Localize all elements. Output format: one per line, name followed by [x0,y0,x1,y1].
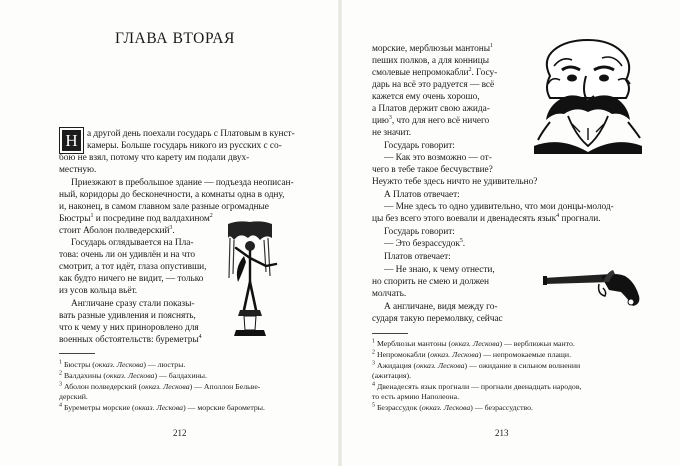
drop-cap-letter: Н [65,131,78,150]
footnote: дерский. [59,392,88,401]
text-line: Англичане сразу стали показы- [71,299,195,309]
text-line: как будто ничего не видит, — только [59,274,204,284]
text-line: смолевые непромокабли$^2$. Госу- [372,66,498,78]
text-line: пеших полков, а для конницы [372,56,489,66]
flintlock-pistol-illustration [541,264,641,310]
text-line: вать разные удивления и пояснять, [59,311,196,321]
text-line: Государь оглядывается на Пла- [71,238,194,248]
text-line: стоит Аболон полведерский$^3$. [59,224,175,236]
footnote-rule [59,353,95,354]
text-line: военных обстоятельств: буреметры$^4$ [59,333,202,345]
footnote-rule [372,333,408,334]
text-line: Платов отвечает: [384,252,451,262]
text-line: — Мне здесь то одно удивительно, что мои донцы-молод- [384,202,614,212]
text-line: това: очень ли он удивлён и на что [59,250,196,260]
text-line: — Не знаю, к чему отнести, [384,265,495,275]
text-line: а другой день поехали государь с Платовым в кунст- [87,129,295,139]
footnote: $^4$ Двенадесять язык прогнали — прогнали двенадцать народов, [372,381,582,391]
text-line: Приезжают в пребольшое здание — подъезда неописан- [71,178,294,188]
chapter-title: ГЛАВА ВТОРАЯ [115,30,235,47]
footnote: $^5$ Безрассудок (окказ. Лескова) — безрассудство. [372,402,533,412]
text-line: Государь говорит: [384,141,455,151]
text-line: цы без всего этого воевали и двенадесять язык$^4$ прогнали. [372,212,601,224]
page-number: 213 [495,428,509,438]
text-line: А Платов отвечает: [384,190,460,200]
text-line: смотрит, а тот идёт, глаза опустивши, [59,262,207,272]
footnote: $^1$ Мерблюзьи мантоны (окказ. Лескова) — верблюжьи манто. [372,338,575,348]
footnote: $^1$ Бюстры (окказ. Лескова) — люстры. [59,359,186,369]
text-line: ный, коридоры до бесконечности, а комнаты одна в одну, [59,190,285,200]
text-line: кажется ему очень хорошо, [372,92,480,102]
text-line: дарь на всё это радуется — всё [372,80,495,90]
text-line: не значит. [372,128,411,138]
text-line: но спорить не смею и должен [372,277,490,287]
text-line: сударя такую перемолвку, сейчас [372,314,503,324]
text-line: камеры. Больше государь никого из русских с со- [87,141,282,151]
drop-cap [59,127,84,154]
footnote: $^3$ Ажидация (окказ. Лескова) — ожидание в сильном волнении [372,360,581,370]
text-line: Неужто тебе здесь ничто не удивительно? [372,177,538,187]
text-line: бою не взял, потому что карету им подали двух- [59,153,250,163]
text-line: — Как это возможно — от- [384,153,492,163]
footnote: $^3$ Аболон полведерский (окказ. Лескова) — Аполлон Бельве- [59,381,261,391]
footnote: (ажитация). [372,371,412,380]
text-line: — Это безрассудок$^5$. [384,237,466,249]
footnote: $^4$ Буреметры морские (окказ. Лескова) — морские барометры. [59,402,265,412]
text-line: молчать. [372,289,407,299]
text-line: и, наконец, в самом главном зале разные огромадные [59,202,269,212]
text-line: чего в тебе такое бесчувствие? [372,165,493,175]
right-page [340,0,680,466]
text-line: А англичане, видя между го- [384,302,498,312]
apollo-statue-illustration [220,218,280,338]
footnote: то есть армию Наполеона. [372,392,460,401]
footnote: $^2$ Валдахины (окказ. Лескова) — балдахины. [59,370,207,380]
text-line: Бюстры$^1$ и посредине под валдахином$^2$ [59,212,213,224]
text-line: что к чему у них приноровлено для [59,323,199,333]
text-line: морские, мерблюзьи мантоны$^1$ [372,42,493,54]
text-line: Государь говорит: [384,227,455,237]
text-line: местную. [59,165,97,175]
text-line: а Платов держит свою ажида- [372,104,490,114]
platov-portrait-illustration [532,36,644,154]
text-line: цию$^3$, что для него всё ничего [372,114,490,126]
text-line: из усов кольца вьёт. [59,286,138,296]
footnote: $^2$ Непромокабли (окказ. Лескова) — непромокаемые плащи. [372,349,572,359]
page-number: 212 [173,428,187,438]
